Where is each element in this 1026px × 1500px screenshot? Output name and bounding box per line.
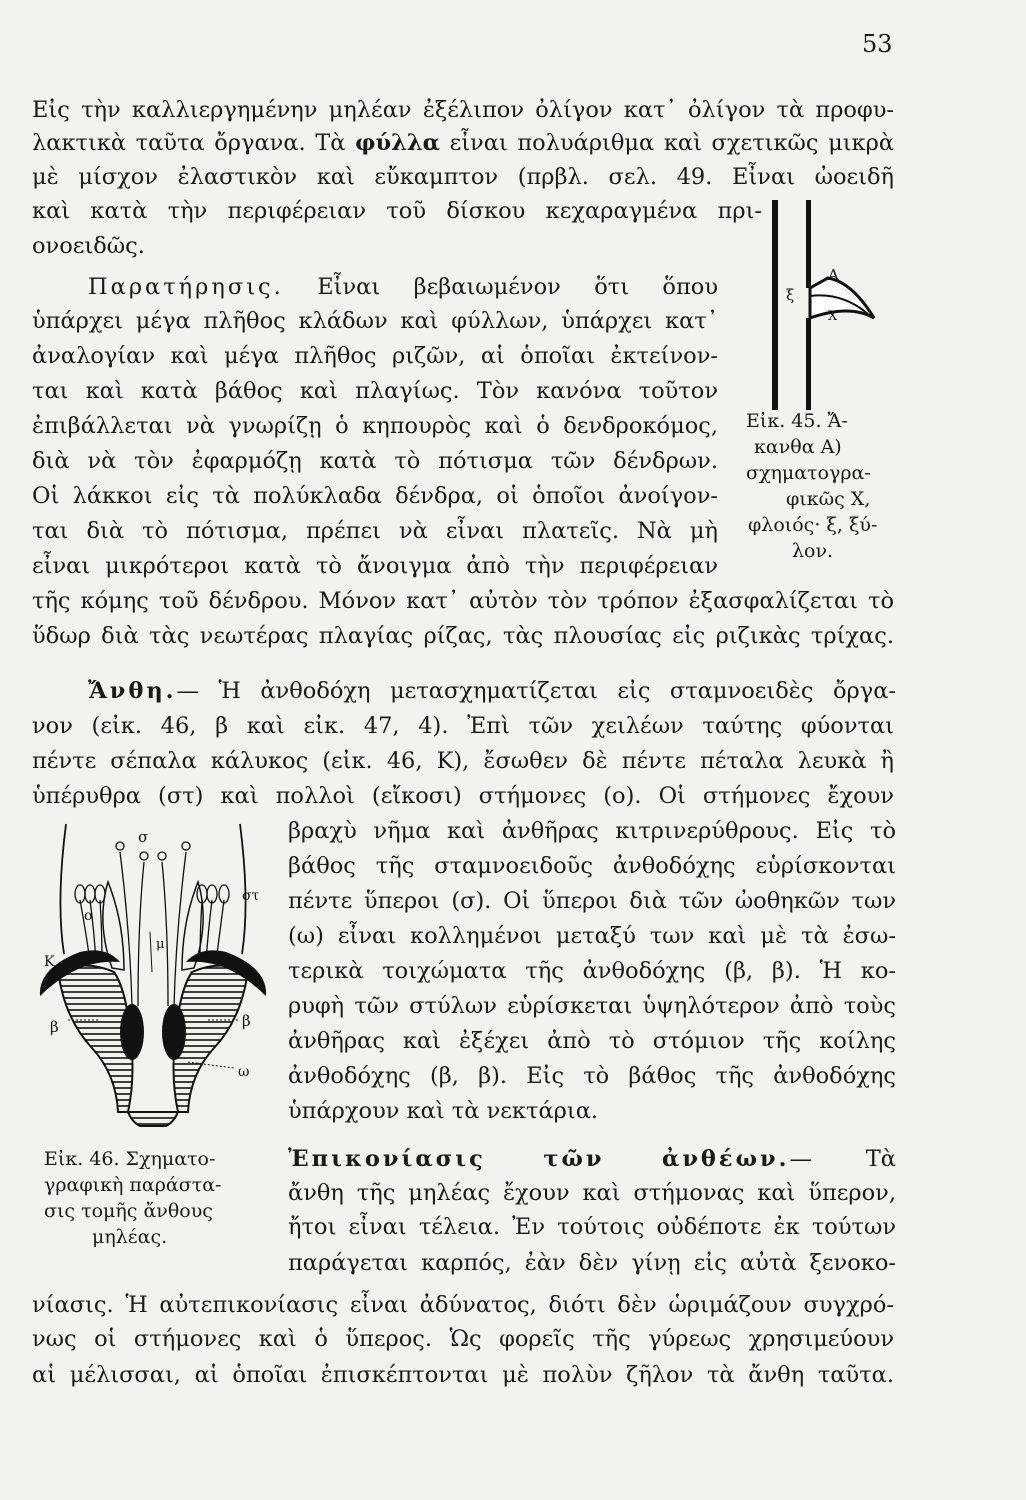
text-line: (ω) εἶναι κολλημένοι μεταξύ των καὶ μὲ τὰ ἐσω-	[288, 923, 896, 949]
text-line: ἀναλογίαν καὶ μέγα πλῆθος ριζῶν, αἱ ὁποῖαι ἐκτείνον-	[32, 343, 718, 369]
text-line: πέντε σέπαλα κάλυκος (εἰκ. 46, Κ), ἔσωθεν δὲ πέντε πέταλα λευκὰ ἢ	[32, 748, 894, 774]
figure-label-chi: Χ	[828, 309, 838, 324]
paragraph-lead: Ἄνθη.	[88, 678, 177, 704]
figure-label-beta-right: β	[242, 1012, 251, 1030]
text-line: νίασις. Ἡ αὐτεπικονίασις εἶναι ἀδύνατος, διότι δὲν ὡριμάζουν συγχρό-	[32, 1292, 894, 1318]
section-heading: Ἐπικονίασις τῶν ἀνθέων.	[288, 1146, 790, 1172]
text-line: τερικὰ τοιχώματα τῆς ἀνθοδόχης (β, β). Ἡ κο-	[288, 958, 896, 984]
bold-term: φύλλα	[355, 130, 440, 156]
figure-45-caption-line: σχηματογρα-	[746, 462, 871, 484]
figure-45-caption-line: Εἰκ. 45. Ἄ-	[746, 410, 848, 432]
text-line: Ἄνθη.— Ἡ ἀνθοδόχη μετασχηματίζεται εἰς σταμνοειδὲς ὄργα-	[88, 678, 896, 704]
text-line: βραχὺ νῆμα καὶ ἀνθῆρας κιτρινερύθρους. Εἰς τὸ	[288, 818, 896, 844]
text-line: Οἱ λάκκοι εἰς τὰ πολύκλαδα δένδρα, οἱ ὁποῖοι ἀνοίγον-	[32, 483, 718, 509]
figure-label-sigma: σ	[138, 828, 149, 846]
figure-label-omega: ω	[238, 1064, 250, 1080]
figure-label-a: Α	[828, 266, 839, 284]
text-line: νως οἱ στήμονες καὶ ὁ ὕπερος. Ὡς φορεῖς τῆς γύρεως χρησιμεύουν	[32, 1326, 894, 1352]
text-line: ἤτοι εἶναι τέλεια. Ἐν τούτοις οὐδέποτε ἐκ τούτων	[288, 1214, 896, 1240]
text-line: ται καὶ κατὰ βάθος καὶ πλαγίως. Τὸν κανόνα τοῦτον	[32, 378, 718, 404]
text-line: ρυφὴ τῶν στύλων εὑρίσκεται ὑψηλότερον ἀπὸ τοὺς	[288, 993, 896, 1019]
page-number: 53	[862, 30, 893, 58]
figure-label-mu: μ	[156, 937, 165, 952]
text-line: ται διὰ τὸ πότισμα, πρέπει νὰ εἶναι πλατεῖς. Νὰ μὴ	[32, 518, 718, 544]
text-line: ὑπέρυθρα (στ) καὶ πολλοὶ (εἴκοσι) στήμονες (ο). Οἱ στήμονες ἔχουν	[32, 783, 894, 809]
text-line: ὑπάρχουν καὶ τὰ νεκτάρια.	[288, 1098, 599, 1124]
text-line: Παρατήρησις. Εἶναι βεβαιωμένον ὅτι ὅπου	[88, 274, 718, 300]
figure-46-caption-line: μηλέας.	[92, 1226, 168, 1248]
text-line: λακτικὰ ταῦτα ὄργανα. Τὰ φύλλα εἶναι πολυάριθμα καὶ σχετικῶς μικρὰ	[32, 130, 895, 156]
text-line: εἶναι μικρότεροι κατὰ τὸ ἄνοιγμα ἀπὸ τὴν περιφέρειαν	[32, 553, 718, 579]
figure-45-caption-line: φικῶς Χ,	[786, 488, 871, 510]
figure-45-caption-line: λον.	[792, 540, 834, 562]
figure-label-k: Κ	[44, 954, 55, 970]
text-line: βάθος τῆς σταμνοειδοῦς ἀνθοδόχης εὑρίσκονται	[288, 853, 896, 879]
figure-45-caption-line: κανθα Α)	[754, 436, 842, 458]
text-line: Ἐπικονίασις τῶν ἀνθέων.— Τὰ	[288, 1146, 896, 1172]
text-line: αἱ μέλισσαι, αἱ ὁποῖαι ἐπισκέπτονται μὲ πολὺν ζῆλον τὰ ἄνθη ταῦτα.	[32, 1362, 894, 1388]
figure-46-flower-section	[28, 822, 278, 1140]
text-line: ὕδωρ διὰ τὰς νεωτέρας πλαγίας ρίζας, τὰς πλουσίας εἰς ριζικὰς τρίχας.	[32, 623, 894, 649]
figure-label-st: στ	[242, 888, 260, 904]
text-line: ἄνθη τῆς μηλέας ἔχουν καὶ στήμονας καὶ ὕπερον,	[288, 1180, 896, 1206]
text-line: μὲ μίσχον ἐλαστικὸν καὶ εὔκαμπτον (πρβλ. σελ. 49. Εἶναι ὠοειδῆ	[32, 164, 894, 190]
text-line: παράγεται καρπός, ἐὰν δὲν γίνῃ εἰς αὐτὰ ξενοκο-	[288, 1250, 896, 1276]
figure-46-caption-line: σις τομῆς ἄνθους	[44, 1200, 213, 1222]
text-line: τῆς κόμης τοῦ δένδρου. Μόνον κατ᾽ αὐτὸν τὸν τρόπον ἐξασφαλίζεται τὸ	[32, 588, 894, 614]
figure-46-caption-line: γραφικὴ παράστα-	[44, 1174, 222, 1196]
text-line: Εἰς τὴν καλλιεργημένην μηλέαν ἐξέλιπον ὀλίγον κατ᾽ ὀλίγον τὰ προφυ-	[32, 97, 894, 123]
text-line: ἐπιβάλλεται νὰ γνωρίζῃ ὁ κηπουρὸς καὶ ὁ δενδροκόμος,	[32, 413, 718, 439]
figure-label-beta-left: β	[50, 1018, 59, 1036]
text-line: πέντε ὕπεροι (σ). Οἱ ὕπεροι διὰ τῶν ὠοθηκῶν των	[288, 888, 896, 914]
text-line: ἀνθῆρας καὶ ἐξέχει ἀπὸ τὸ στόμιον τῆς κοίλης	[288, 1028, 896, 1054]
figure-label-o: ο	[84, 908, 93, 924]
figure-46-caption-line: Εἰκ. 46. Σχηματο-	[44, 1148, 216, 1170]
figure-45-thorn-diagram	[742, 200, 892, 410]
text-line: διὰ νὰ τὸν ἐφαρμόζῃ κατὰ τὸ πότισμα τῶν δένδρων.	[32, 448, 718, 474]
text-line: ὑπάρχει μέγα πλῆθος κλάδων καὶ φύλλων, ὑπάρχει κατ᾽	[32, 308, 718, 334]
text-line: ονοειδῶς.	[32, 233, 145, 259]
text-line: καὶ κατὰ τὴν περιφέρειαν τοῦ δίσκου κεχαραγμένα πρι-	[32, 198, 762, 224]
figure-label-xi: ξ	[786, 286, 795, 304]
text-line: ἀνθοδόχης (β, β). Εἰς τὸ βάθος τῆς ἀνθοδόχης	[288, 1063, 896, 1089]
paragraph-lead: Παρατήρησις.	[88, 274, 284, 300]
figure-45-caption-line: φλοιός· ξ, ξύ-	[748, 514, 878, 536]
text-line: νον (εἰκ. 46, β καὶ εἰκ. 47, 4). Ἐπὶ τῶν χειλέων ταύτης φύονται	[32, 713, 894, 739]
